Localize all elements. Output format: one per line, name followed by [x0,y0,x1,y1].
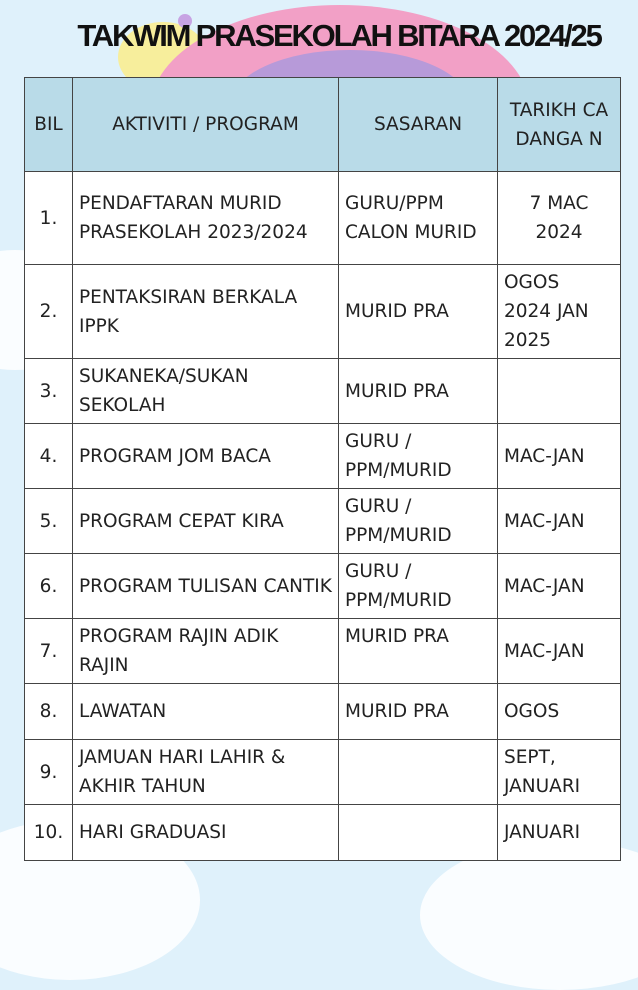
activity-cell: PROGRAM CEPAT KIRA [73,489,339,554]
date-cell: MAC-JAN [498,489,621,554]
activity-cell: JAMUAN HARI LAHIR & AKHIR TAHUN [73,740,339,805]
schedule-table [24,77,621,861]
row-number: 8. [25,684,73,740]
header-activity: AKTIVITI / PROGRAM [73,78,339,172]
date-cell: 7 MAC 2024 [498,172,621,265]
date-cell: JANUARI [498,805,621,861]
target-cell: MURID PRA [339,619,498,684]
table-row [25,684,621,740]
table-header-row [25,78,621,172]
date-cell: MAC-JAN [498,619,621,684]
activity-cell: PROGRAM JOM BACA [73,424,339,489]
row-number: 1. [25,172,73,265]
table-row [25,359,621,424]
target-cell: GURU/PPM CALON MURID [339,172,498,265]
row-number: 5. [25,489,73,554]
table-row [25,805,621,861]
row-number: 9. [25,740,73,805]
date-cell: OGOS [498,684,621,740]
activity-cell: LAWATAN [73,684,339,740]
activity-cell: PENDAFTARAN MURID PRASEKOLAH 2023/2024 [73,172,339,265]
header-target: SASARAN [339,78,498,172]
activity-cell: PROGRAM RAJIN ADIK RAJIN [73,619,339,684]
date-cell: MAC-JAN [498,424,621,489]
decor-cloud-bottom-right [420,840,638,990]
date-cell: MAC-JAN [498,554,621,619]
row-number: 2. [25,265,73,359]
date-cell: SEPT, JANUARI [498,740,621,805]
header-bil: BIL [25,78,73,172]
row-number: 7. [25,619,73,684]
target-cell: GURU / PPM/MURID [339,554,498,619]
table-row [25,265,621,359]
activity-cell: PROGRAM TULISAN CANTIK [73,554,339,619]
target-cell [339,805,498,861]
table-row [25,740,621,805]
target-cell: MURID PRA [339,265,498,359]
table-row [25,424,621,489]
activity-cell: HARI GRADUASI [73,805,339,861]
activity-cell: SUKANEKA/SUKAN SEKOLAH [73,359,339,424]
page-title: TAKWIM PRASEKOLAH BITARA 2024/25 [77,18,601,53]
table-row [25,619,621,684]
row-number: 10. [25,805,73,861]
activity-cell: PENTAKSIRAN BERKALA IPPK [73,265,339,359]
row-number: 4. [25,424,73,489]
row-number: 6. [25,554,73,619]
target-cell: GURU / PPM/MURID [339,424,498,489]
target-cell: GURU / PPM/MURID [339,489,498,554]
table-row [25,172,621,265]
target-cell [339,740,498,805]
date-cell: OGOS 2024 JAN 2025 [498,265,621,359]
table-row [25,489,621,554]
date-cell [498,359,621,424]
row-number: 3. [25,359,73,424]
table-row [25,554,621,619]
target-cell: MURID PRA [339,684,498,740]
header-date: TARIKH CADANGA N [498,78,621,172]
target-cell: MURID PRA [339,359,498,424]
